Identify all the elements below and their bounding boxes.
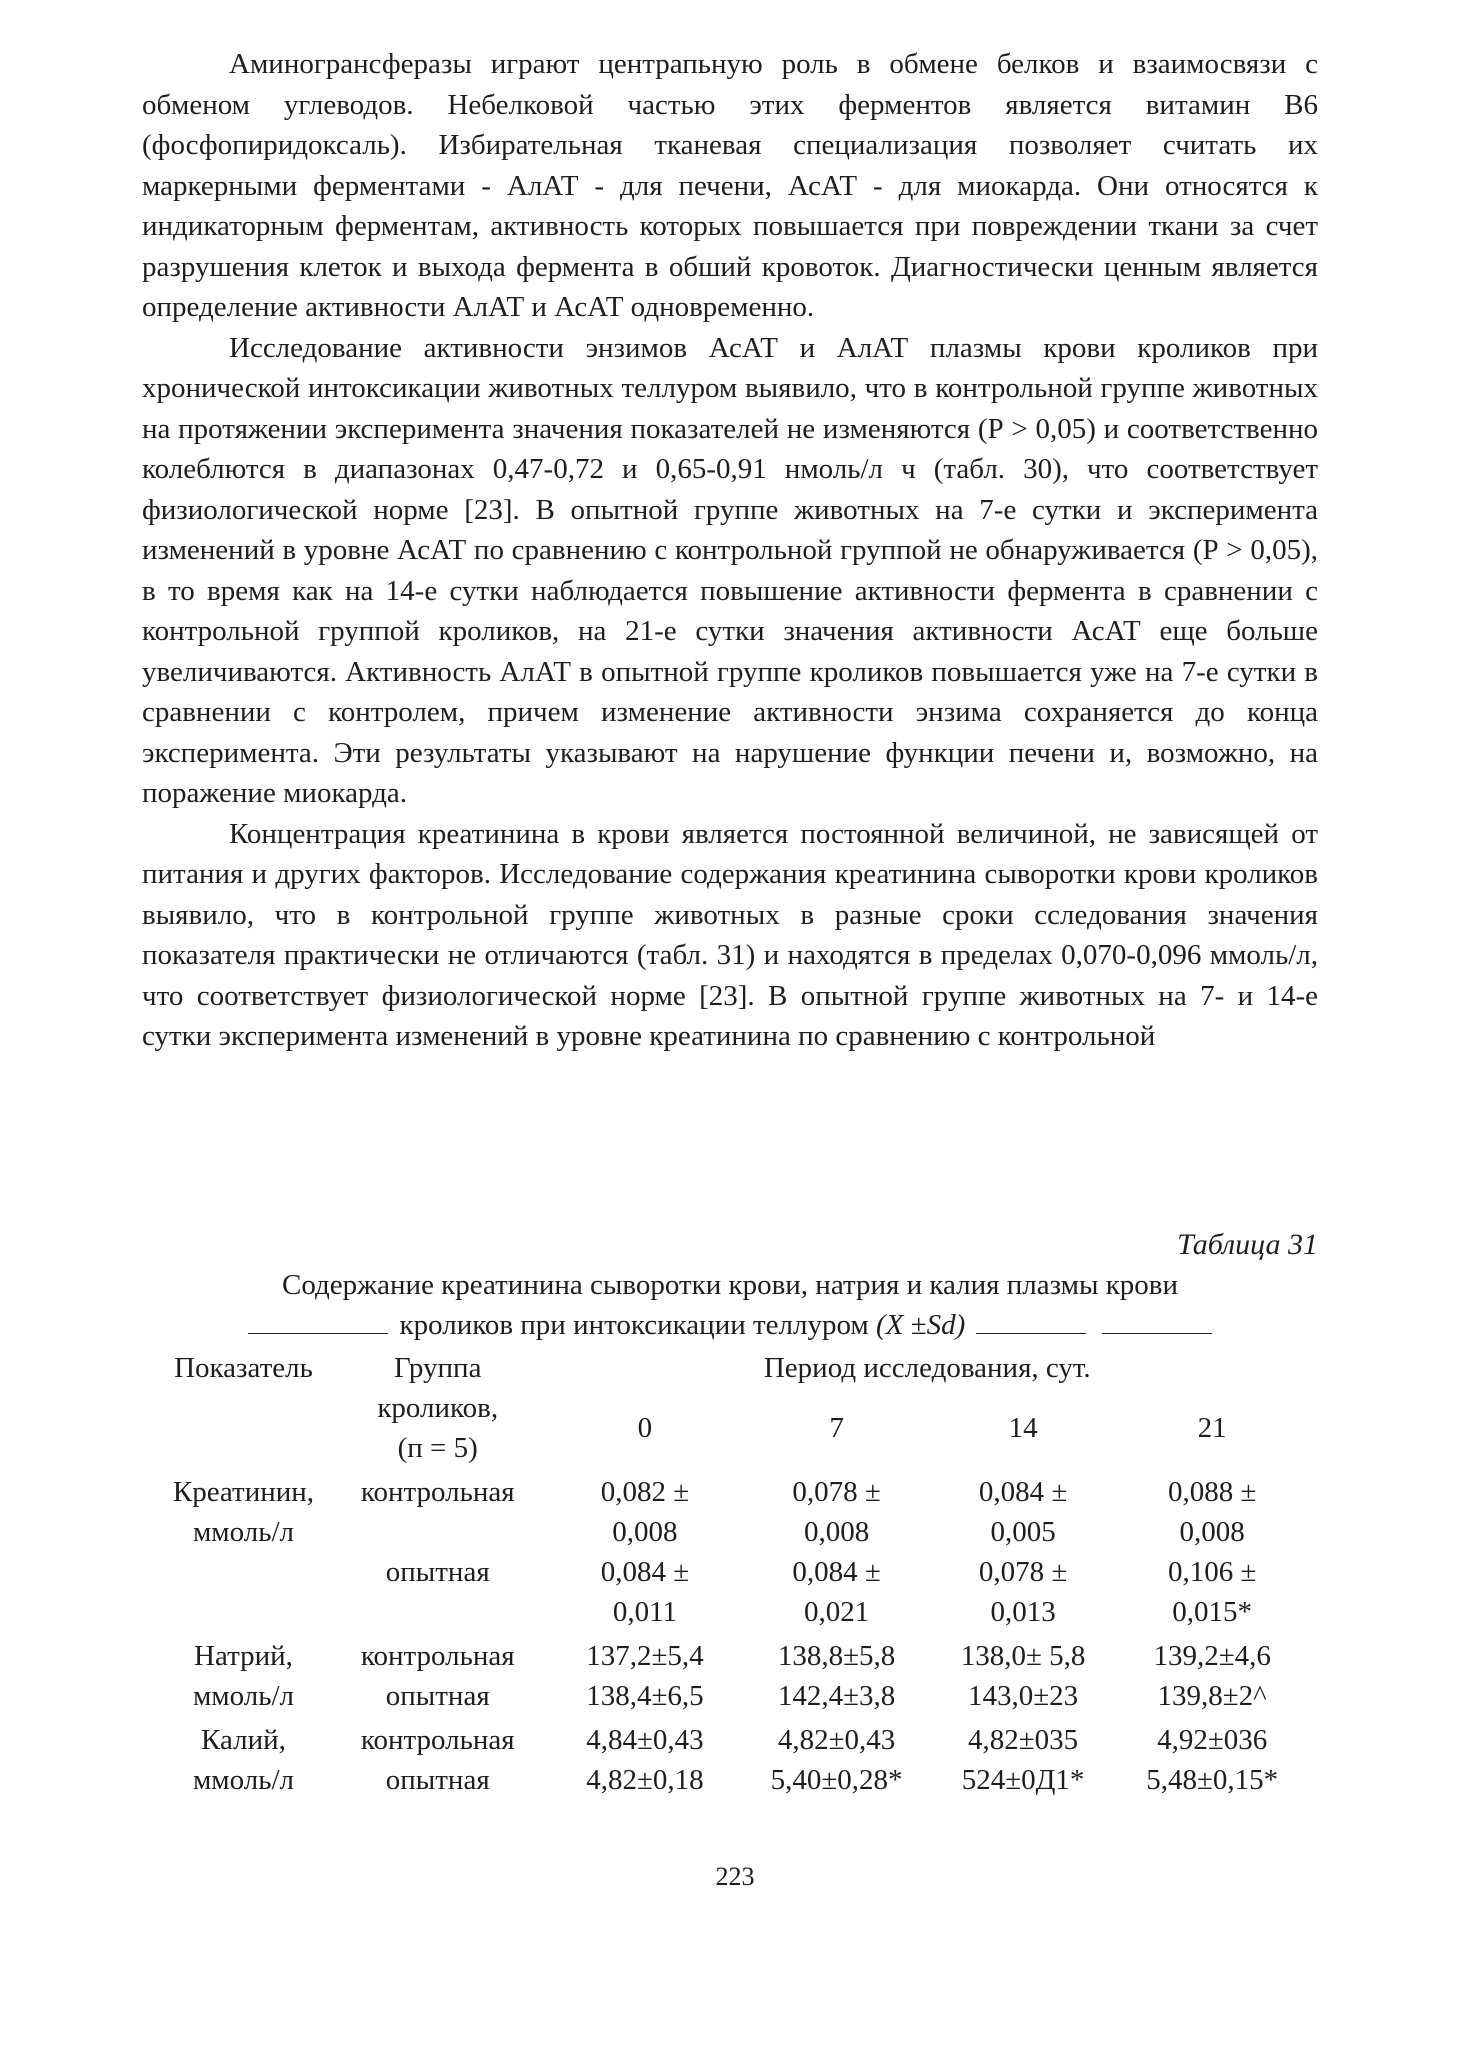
value-cell: 4,82±035 bbox=[967, 1724, 1079, 1756]
value-cell bbox=[1116, 1468, 1308, 1552]
header-group-line-1: Группа bbox=[393, 1352, 482, 1384]
indicator-name: Калий, bbox=[201, 1724, 286, 1756]
header-indicator: Показатель bbox=[174, 1352, 313, 1384]
indicator-unit: ммоль/л bbox=[192, 1680, 294, 1712]
value-cell: 137,2±5,4 bbox=[586, 1640, 704, 1672]
value-cell: 142,4±3,8 bbox=[777, 1680, 896, 1712]
value-sd: 0,008 bbox=[612, 1516, 678, 1548]
value-mean: 0,084 ± bbox=[978, 1476, 1068, 1508]
table-row bbox=[158, 1676, 1308, 1716]
value-cell: 138,4±6,5 bbox=[586, 1680, 704, 1712]
header-day-21: 21 bbox=[1197, 1412, 1227, 1444]
table-row bbox=[158, 1716, 1308, 1760]
group-cell: опытная bbox=[385, 1680, 490, 1712]
value-mean: 0,088 ± bbox=[1167, 1476, 1257, 1508]
indicator-unit: ммоль/л bbox=[192, 1516, 294, 1548]
group-cell: опытная bbox=[385, 1764, 490, 1796]
value-mean: 0,084 ± bbox=[792, 1556, 881, 1588]
value-cell bbox=[1116, 1552, 1308, 1632]
value-cell: 524±0Д1* bbox=[961, 1764, 1085, 1796]
indicator-name: Креатинин, bbox=[172, 1476, 315, 1508]
value-cell: 5,48±0,15* bbox=[1146, 1764, 1279, 1796]
value-cell: 4,82±0,43 bbox=[777, 1724, 896, 1756]
value-sd: 0,021 bbox=[803, 1596, 870, 1628]
value-sd: 0,011 bbox=[612, 1596, 678, 1628]
group-cell: контрольная bbox=[360, 1640, 515, 1672]
header-row-1 bbox=[158, 1348, 1308, 1388]
caption-rule-left bbox=[248, 1311, 388, 1334]
value-cell bbox=[547, 1552, 744, 1632]
value-cell bbox=[930, 1552, 1116, 1632]
group-cell: контрольная bbox=[360, 1476, 515, 1508]
value-sd: 0,005 bbox=[990, 1516, 1056, 1548]
value-cell: 139,8±2^ bbox=[1157, 1680, 1267, 1712]
caption-line-2: кроликов при интоксикации теллуром bbox=[399, 1309, 869, 1341]
indicator-name: Натрий, bbox=[194, 1640, 293, 1672]
group-cell: опытная bbox=[385, 1556, 490, 1588]
value-mean: 0,084 ± bbox=[600, 1556, 690, 1588]
paragraph-2: Исследование активности энзимов АсАТ и АлАТ плазмы крови кроликов при хронической интоксикации животных теллуром выявило, что в контрольной группе животных на протяжении эксперимента значения показателей не изменяются (Р > 0,05) и соответственно колеблются в диапазонах 0,47-0,72 и 0,65-0,91 нмоль/л ч (табл. 30), что соответствует физиологической норме [23]. В опытной группе животных на 7-е сутки и эксперимента изменений в уровне АсАТ по сравнению с контрольной группой не обнаруживается (Р > 0,05), в то время как на 14-е сутки наблюдается повышение активности фермента в сравнении с контрольной группой кроликов, на 21-е сутки значения активности АсАТ еще больше увеличиваются. Активность АлАТ в опытной группе кроликов повышается уже на 7-е сутки в сравнении с контролем, причем изменение активности энзима сохраняется до конца эксперимента. Эти результаты указывают на нарушение функции печени и, возможно, на поражение миокарда. bbox=[142, 331, 1318, 809]
value-cell bbox=[743, 1552, 929, 1632]
header-day-14: 14 bbox=[1008, 1412, 1038, 1444]
caption-line-1: Содержание креатинина сыворотки крови, натрия и калия плазмы крови bbox=[281, 1269, 1178, 1301]
value-cell: 4,84±0,43 bbox=[586, 1724, 704, 1756]
value-mean: 0,078 ± bbox=[978, 1556, 1068, 1588]
table-row bbox=[158, 1552, 1308, 1632]
header-day-0: 0 bbox=[637, 1412, 653, 1444]
value-cell: 4,82±0,18 bbox=[586, 1764, 704, 1796]
value-cell: 139,2±4,6 bbox=[1153, 1640, 1271, 1672]
caption-rule-right-2 bbox=[1102, 1311, 1212, 1334]
header-group-line-2: кроликов, bbox=[377, 1392, 499, 1424]
header-group-line-3: (п = 5) bbox=[397, 1432, 478, 1464]
caption-line-2-wrap bbox=[142, 1305, 1318, 1345]
value-cell: 5,40±0,28* bbox=[770, 1764, 903, 1796]
header-period: Период исследования, сут. bbox=[763, 1352, 1091, 1384]
page-number: 223 bbox=[715, 1862, 755, 1891]
caption-math: (X ±Sd) bbox=[876, 1309, 966, 1341]
value-sd: 0,013 bbox=[990, 1596, 1056, 1628]
value-cell bbox=[743, 1468, 929, 1552]
table-label: Таблица 31 bbox=[1177, 1228, 1318, 1261]
indicator-cell bbox=[158, 1468, 329, 1552]
value-sd: 0,008 bbox=[803, 1516, 870, 1548]
body-text bbox=[142, 44, 1318, 1057]
value-cell: 143,0±23 bbox=[967, 1680, 1079, 1712]
indicator-unit: ммоль/л bbox=[192, 1764, 294, 1796]
paragraph-1: Аминогрансферазы играют центрапьную роль в обмене белков и взаимосвязи с обменом углеводов. Небелковой частью этих ферментов является витамин В6 (фосфопиридоксаль). Избирательная тканевая специализация позволяет считать их маркерными ферментами - АлАТ - для печени, АсАТ - для миокарда. Они относятся к индикаторным ферментам, активность которых повышается при повреждении ткани за счет разрушения клеток и выхода фермента в обший кровоток. Диагностически ценным является определение активности АлАТ и АсАТ одновременно. bbox=[142, 48, 1318, 323]
header-day-7: 7 bbox=[829, 1412, 844, 1444]
value-mean: 0,078 ± bbox=[792, 1476, 881, 1508]
value-sd: 0,008 bbox=[1179, 1516, 1245, 1548]
header-group-lines bbox=[329, 1388, 547, 1468]
value-cell bbox=[930, 1468, 1116, 1552]
value-cell: 138,0± 5,8 bbox=[960, 1640, 1086, 1672]
value-cell: 4,92±036 bbox=[1157, 1724, 1268, 1756]
table-row bbox=[158, 1760, 1308, 1800]
value-cell: 138,8±5,8 bbox=[777, 1640, 896, 1672]
table-row bbox=[158, 1632, 1308, 1676]
caption-rule-right-1 bbox=[976, 1311, 1086, 1334]
value-sd: 0,015* bbox=[1172, 1596, 1253, 1628]
table-caption bbox=[142, 1265, 1318, 1345]
value-mean: 0,106 ± bbox=[1167, 1556, 1257, 1588]
group-cell: контрольная bbox=[360, 1724, 515, 1756]
value-mean: 0,082 ± bbox=[600, 1476, 690, 1508]
paragraph-3: Концентрация креатинина в крови является постоянной величиной, не зависящей от питания и других факторов. Исследование содержания креатинина сыворотки крови кроликов выявило, что в контрольной группе животных в разные сроки сследования значения показателя практически не отличаются (табл. 31) и находятся в пределах 0,070-0,096 ммоль/л, что соответствует физиологической норме [23]. В опытной группе животных на 7- и 14-е сутки эксперимента изменений в уровне креатинина по сравнению с контрольной bbox=[142, 817, 1318, 1052]
table-row bbox=[158, 1468, 1308, 1552]
value-cell bbox=[547, 1468, 744, 1552]
data-table bbox=[158, 1348, 1308, 1800]
header-row-2 bbox=[158, 1388, 1308, 1468]
